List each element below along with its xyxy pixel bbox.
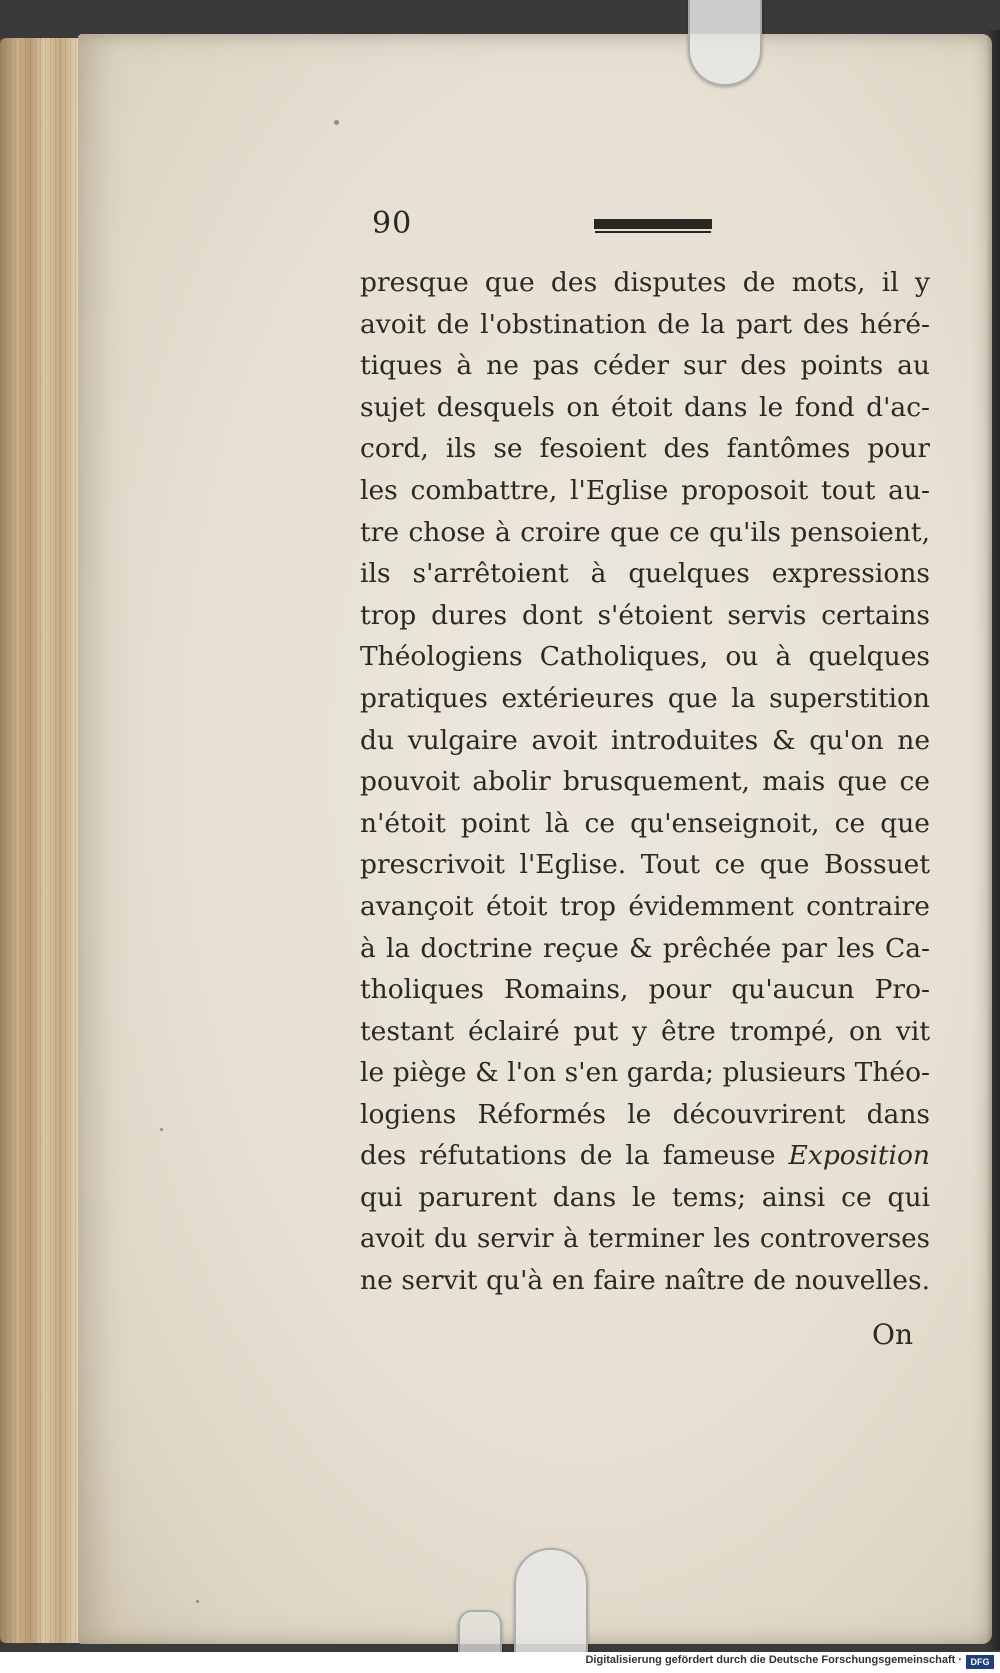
text-line: prescrivoit l'Eglise. Tout ce que Bossuet: [360, 849, 930, 881]
text-line: presque que des disputes de mots, il y: [360, 267, 930, 298]
text-line: cord, ils se fesoient des fantômes pour: [360, 433, 930, 465]
page-shadow: [986, 30, 1000, 1650]
bottom-page-clip: [514, 1548, 588, 1660]
text-line: pratiques extérieures que la superstition: [360, 682, 930, 714]
text-line: à la doctrine reçue & prêchée par les Ca-: [360, 932, 930, 964]
text-line: qui parurent dans le tems; ainsi ce qui: [360, 1182, 930, 1214]
dfg-logo: DFG: [966, 1655, 994, 1669]
text-line: tre chose à croire que ce qu'ils pensoient,: [360, 516, 930, 548]
top-page-clip: [688, 0, 762, 86]
paper-speck: [196, 1600, 199, 1603]
text-line: avoit du servir à terminer les controverses: [360, 1223, 930, 1254]
text-line: avoit de l'obstination de la part des héré-: [360, 308, 930, 340]
header-rule: [594, 219, 712, 229]
text-line: testant éclairé put y être trompé, on vit: [360, 1015, 930, 1047]
text-line: tiques à ne pas céder sur des points au: [360, 350, 930, 382]
text-line-with-italic: [360, 1135, 930, 1177]
italic-title-exposition: Exposition: [788, 1140, 930, 1172]
text-line: sujet desquels on étoit dans le fond d'ac-: [360, 391, 930, 423]
text-line: logiens Réformés le découvrirent dans: [360, 1098, 930, 1130]
text-segment: des réfutations de la fameuse: [360, 1140, 776, 1172]
text-line: avançoit étoit trop évidemment contraire: [360, 890, 930, 922]
text-line: du vulgaire avoit introduites & qu'on ne: [360, 724, 930, 756]
text-line: n'étoit point là ce qu'enseignoit, ce que: [360, 807, 930, 839]
text-line: le piège & l'on s'en garda; plusieurs Théo-: [360, 1057, 930, 1089]
text-line: ne servit qu'à en faire naître de nouvelles.: [360, 1265, 930, 1297]
paper-speck: [334, 120, 339, 125]
footer-credit: Digitalisierung gefördert durch die Deutsche Forschungsgemeinschaft ·: [585, 1654, 962, 1666]
text-line: trop dures dont s'étoient servis certains: [360, 599, 930, 631]
text-line: Théologiens Catholiques, ou à quelques: [360, 641, 930, 673]
body-text: [360, 262, 930, 1302]
text-line: ils s'arrêtoient à quelques expressions: [360, 558, 930, 590]
text-line: les combattre, l'Eglise proposoit tout au-: [360, 474, 930, 506]
text-line: pouvoit abolir brusquement, mais que ce: [360, 766, 930, 798]
catchword: On: [872, 1318, 913, 1351]
page-number: 90: [372, 206, 413, 241]
text-line: tholiques Romains, pour qu'aucun Pro-: [360, 974, 930, 1006]
paper-speck: [160, 1128, 163, 1131]
